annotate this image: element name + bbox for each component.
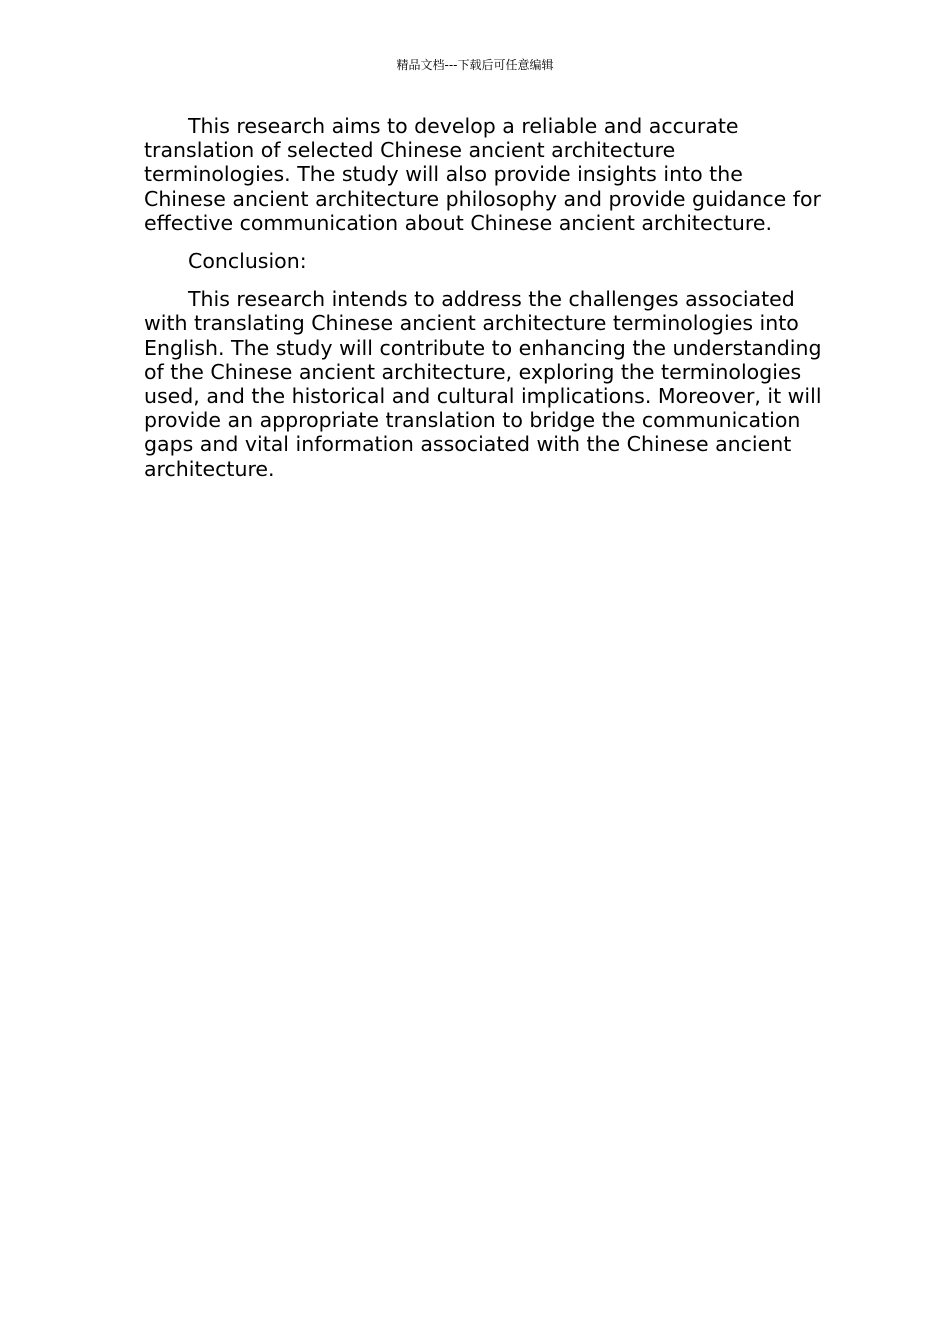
paragraph-research-aim: This research aims to develop a reliable and accurate translation of selected Chinese ancient architecture terminologies. The study will also provide insights into the Chinese ancient architecture philosophy and provide guidance for effective communication about Chinese ancient architecture. (144, 114, 821, 235)
conclusion-heading: Conclusion: (188, 249, 307, 274)
document-body (144, 114, 824, 495)
page-header: 精品文档---下载后可任意编辑 (396, 58, 554, 72)
paragraph-conclusion: This research intends to address the challenges associated with translating Chinese ancient architecture terminologies into English. The study will contribute to enhancing the understanding of the Chinese ancient architecture, exploring the terminologies used, and the historical and cultural implications. Moreover, it will provide an appropriate translation to bridge the communication gaps and vital information associated with the Chinese ancient architecture. (144, 287, 822, 481)
